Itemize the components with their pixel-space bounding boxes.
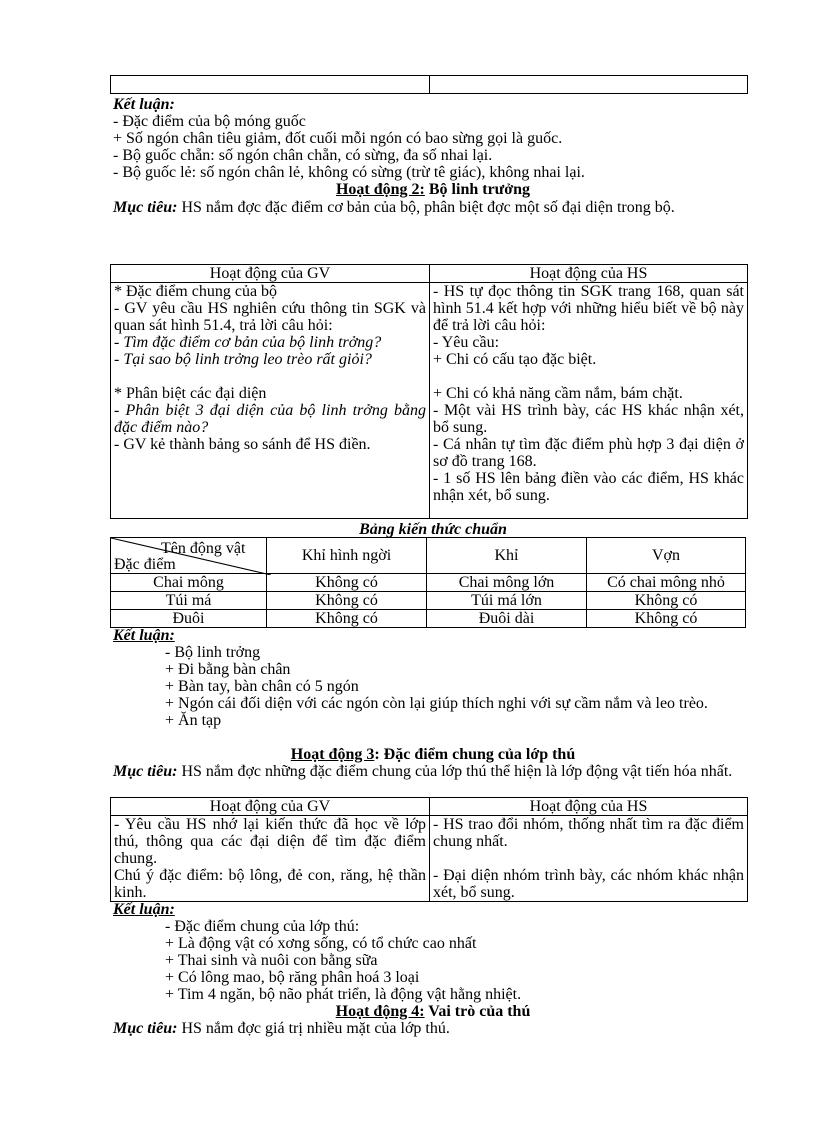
gv-spacer: [114, 368, 426, 385]
activity-3-goal-text: HS nắm đợc những đặc điểm chung của lớp thú thể hiện là lớp động vật tiến hóa nhất.: [177, 763, 733, 780]
knowledge-column-header: Vợn: [587, 538, 746, 574]
knowledge-column-header: Khỉ hình ngời: [267, 538, 427, 574]
activity-4-goal-text: HS nắm đợc giá trị nhiều mặt của lớp thú.: [177, 1020, 450, 1037]
knowledge-row: [111, 574, 746, 592]
activity-4-heading-prefix: Hoạt động 4:: [335, 1003, 425, 1020]
hs-line: - Yêu cầu:: [433, 334, 500, 351]
knowledge-column-header: Khỉ: [427, 538, 587, 574]
conclusion-3: [113, 901, 753, 1003]
conclusion-3-line: + Thai sinh và nuôi con bằng sữa: [165, 952, 378, 969]
hs-line: - Cá nhân tự tìm đặc điểm phù hợp 3 đại diện ở sơ đồ trang 168.: [433, 436, 744, 470]
conclusion-2-line: + Đi bằng bàn chân: [165, 661, 291, 678]
conclusion-3-line: + Là động vật có xơng sống, có tổ chức cao nhất: [165, 935, 477, 952]
hs-line: - Một vài HS trình bày, các HS khác nhận xét, bổ sung.: [433, 402, 744, 436]
activity-4-goal: [113, 1020, 753, 1037]
gv-question: - Phân biệt 3 đại diện của bộ linh trởng bằng đặc điểm nào?: [114, 402, 426, 436]
conclusion-3-line: + Tim 4 ngăn, bộ não phát triển, là động vật hằng nhiệt.: [165, 986, 522, 1003]
activity-2-table-hs-cell: [430, 283, 748, 519]
gv-line: Chú ý đặc điểm: bộ lông, đẻ con, răng, hệ thần kinh.: [114, 867, 426, 901]
activity-3-table-header-hs: Hoạt động của HS: [430, 798, 748, 816]
gv-line: - GV yêu cầu HS nghiên cứu thông tin SGK và quan sát hình 51.4, trả lời câu hỏi:: [114, 300, 426, 334]
conclusion-1-line: - Bộ guốc chẵn: số ngón chân chẵn, có sừng, đa số nhai lại.: [113, 147, 493, 164]
activity-3-goal-label: Mục tiêu:: [113, 763, 178, 780]
top-table-fragment: [110, 75, 748, 94]
activity-4-goal-label: Mục tiêu:: [113, 1020, 178, 1037]
conclusion-1-line: + Số ngón chân tiêu giảm, đốt cuối mỗi ngón có bao sừng gọi là guốc.: [113, 130, 563, 147]
hs-line: + Chi có cấu tạo đặc biệt.: [433, 351, 597, 368]
activity-2-heading-prefix: Hoạt động 2:: [335, 181, 425, 198]
hs-spacer: [433, 850, 744, 867]
hs-line: - Đại diện nhóm trình bày, các nhóm khác nhận xét, bổ sung.: [433, 867, 744, 901]
corner-bottom-label: Đặc điểm: [114, 556, 176, 573]
hs-line: - HS trao đổi nhóm, thống nhất tìm ra đặc điểm chung nhất.: [433, 816, 744, 850]
activity-2-table-header-hs: Hoạt động của HS: [430, 265, 748, 283]
conclusion-1: [113, 96, 753, 181]
knowledge-row-label: Túi má: [111, 592, 267, 610]
gv-line: - Yêu cầu HS nhớ lại kiến thức đã học về lớp thú, thông qua các đại diện để tìm đặc điểm chung.: [114, 816, 426, 867]
conclusion-2-line: + Bàn tay, bàn chân có 5 ngón: [165, 678, 359, 695]
activity-2-table-header-gv: Hoạt động của GV: [111, 265, 430, 283]
activity-2-table-gv-cell: [111, 283, 430, 519]
activity-3-heading: [113, 746, 753, 763]
activity-2-table: [110, 264, 748, 519]
conclusion-1-title: Kết luận:: [113, 96, 175, 113]
knowledge-cell: Không có: [587, 592, 746, 610]
top-table-cell-left: [111, 76, 430, 94]
activity-3-heading-prefix: Hoạt động 3: [290, 746, 375, 763]
knowledge-cell: Đuôi dài: [427, 610, 587, 628]
knowledge-cell: Không có: [267, 592, 427, 610]
knowledge-row-label: Đuôi: [111, 610, 267, 628]
conclusion-2-title: Kết luận:: [113, 627, 175, 644]
knowledge-row: [111, 610, 746, 628]
activity-3-goal: [113, 763, 753, 780]
knowledge-row-label: Chai mông: [111, 574, 267, 592]
knowledge-cell: Chai mông lớn: [427, 574, 587, 592]
activity-2-heading: [113, 181, 753, 198]
activity-3-table-header-gv: Hoạt động của GV: [111, 798, 430, 816]
gv-line: * Phân biệt các đại diện: [114, 385, 267, 402]
knowledge-row: [111, 592, 746, 610]
hs-line: + Chi có khả năng cầm nắm, bám chặt.: [433, 385, 683, 402]
conclusion-1-line: - Bộ guốc lẻ: số ngón chân lẻ, không có sừng (trừ tê giác), không nhai lại.: [113, 164, 585, 181]
activity-3-table-hs-cell: [430, 816, 748, 902]
conclusion-3-line: - Đặc điểm chung của lớp thú:: [165, 918, 360, 935]
activity-4-heading-suffix: Vai trò của thú: [424, 1003, 531, 1020]
knowledge-table: [110, 537, 746, 628]
gv-question: - Tại sao bộ linh trởng leo trèo rất giỏi?: [114, 351, 372, 368]
activity-3-table: [110, 797, 748, 902]
conclusion-2: [113, 627, 753, 729]
knowledge-cell: Không có: [267, 610, 427, 628]
hs-line: - 1 số HS lên bảng điền vào các điểm, HS khác nhận xét, bổ sung.: [433, 470, 744, 504]
knowledge-cell: Không có: [267, 574, 427, 592]
activity-2-goal-text: HS nắm đợc đặc điểm cơ bản của bộ, phân biệt đợc một số đại diện trong bộ.: [177, 199, 675, 216]
corner-top-label: Tên động vật: [161, 540, 246, 557]
knowledge-cell: Túi má lớn: [427, 592, 587, 610]
conclusion-2-long-line: + Ngón cái đối diện với các ngón còn lại giúp thích nghi với sự cầm nắm và leo trèo.: [165, 695, 708, 712]
hs-spacer: [433, 368, 744, 385]
activity-4-heading: [113, 1003, 753, 1020]
knowledge-table-title: Bảng kiến thức chuẩn: [359, 521, 507, 538]
activity-3-heading-suffix: : Đặc điểm chung của lớp thú: [374, 746, 576, 763]
gv-line: * Đặc điểm chung của bộ: [114, 283, 278, 300]
gv-question: - Tìm đặc điểm cơ bản của bộ linh trởng?: [114, 334, 382, 351]
hs-line: - HS tự đọc thông tin SGK trang 168, quan sát hình 51.4 kết hợp với những hiểu biết về bộ này để trả lời câu hỏi:: [433, 283, 744, 334]
activity-2-heading-suffix: Bộ linh trưởng: [424, 181, 531, 198]
conclusion-3-line: + Có lông mao, bộ răng phân hoá 3 loại: [165, 969, 420, 986]
knowledge-cell: Không có: [587, 610, 746, 628]
knowledge-corner-cell: [111, 538, 267, 574]
gv-line: - GV kẻ thành bảng so sánh để HS điền.: [114, 436, 371, 453]
knowledge-cell: Có chai mông nhỏ: [587, 574, 746, 592]
conclusion-2-line: + Ăn tạp: [165, 712, 222, 729]
conclusion-2-line: - Bộ linh trởng: [165, 644, 261, 661]
top-table-cell-right: [430, 76, 748, 94]
conclusion-1-line: - Đặc điểm của bộ móng guốc: [113, 113, 306, 130]
conclusion-3-title: Kết luận:: [113, 901, 175, 918]
activity-3-table-gv-cell: [111, 816, 430, 902]
activity-2-goal: [113, 199, 753, 216]
activity-2-goal-label: Mục tiêu:: [113, 199, 178, 216]
